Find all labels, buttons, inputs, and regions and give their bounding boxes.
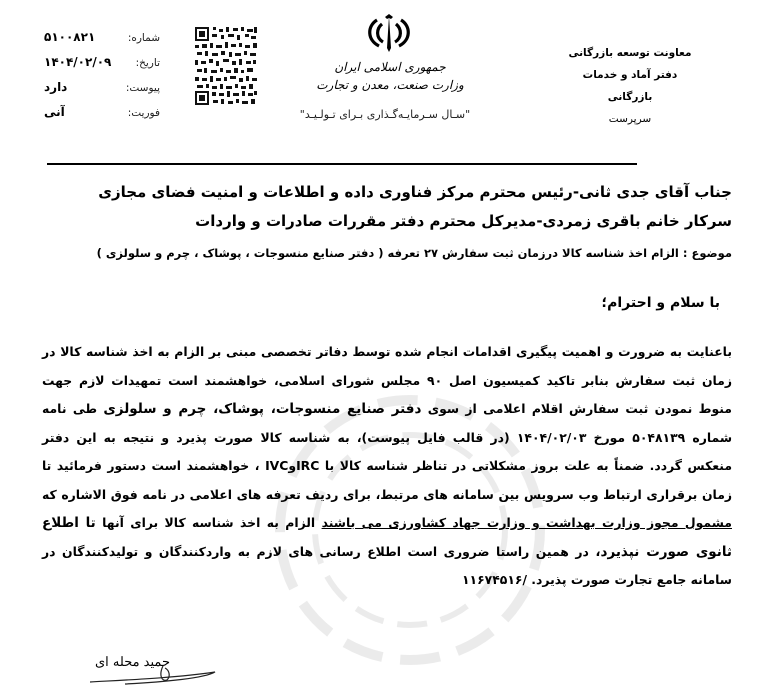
attachment-row	[40, 80, 160, 105]
body-emphasis: تا اطلاع ثانوی صورت نپذیرد،	[42, 515, 732, 560]
sender-deputy: معاونت توسعه بازرگانی	[568, 47, 692, 59]
year-slogan: "سـال سـرمایـه‌گـذاری بـرای تـولـیـد"	[299, 108, 471, 121]
recipients	[32, 178, 732, 236]
header-divider	[47, 163, 637, 165]
sender-block	[560, 42, 700, 130]
letter-date-value: ۱۴۰۴/۰۲/۰۹	[44, 55, 112, 69]
letter-body	[42, 338, 732, 595]
letter-date-label: تاریخ:	[135, 57, 160, 69]
priority-value: آنی	[44, 105, 65, 119]
signature-scribble-icon	[85, 666, 225, 688]
letter-number-row	[40, 30, 160, 55]
priority-label: فوریت:	[127, 107, 160, 119]
body-office-name: دفتر صنایع منسوجات، پوشاک، چرم و سلولزی	[103, 401, 422, 417]
greeting: با سلام و احترام؛	[601, 295, 720, 311]
letter-date-row	[40, 55, 160, 80]
letter-subject: موضوع : الزام اخذ شناسه کالا درزمان ثبت سفارش ۲۷ تعرفه ( دفتر صنایع منسوجات ، پوشاک ، چرم و سلولزی )	[96, 246, 732, 260]
qr-code-icon	[193, 25, 259, 107]
letter-number-label: شماره:	[127, 32, 160, 44]
letter-number-value: ۵۱۰۰۸۲۱	[44, 30, 96, 44]
republic-name: جمهوری اسلامی ایران	[334, 60, 446, 74]
body-underlined-clause: مشمول مجوز وزارت بهداشت و وزارت جهاد کشاورزی می باشند	[321, 515, 732, 530]
body-part-2: طی نامه شماره ۵۰۴۸۱۳۹ مورخ ۱۴۰۴/۰۲/۰۳ (در قالب فایل پیوست)، به شناسه کالا صورت پذیرد و نتیجه به این دفتر منعکس گردد. ضمناً به علت بروز مشکلاتی در تناظر شناسه کالا با IRCوIVC ، خواهشمند است دستور فرمائید تا زمان برقراری ارتباط وب سرویس بین سامانه های مرتبط، برای ردیف تعرفه های اعلامی در نامه فوق الاشاره که	[42, 401, 733, 502]
body-part-1: باعنایت به ضرورت و اهمیت پیگیری اقدامات انجام شده توسط دفاتر تخصصی مبنی بر الزام به اخذ شناسه کالا در زمان ثبت سفارش بنابر تاکید کمیسیون اصل ۹۰ مجلس شورای اسلامی، خواهشمند است تمهیدات لازم جهت منوط نمودن ثبت سفارش اقلام اعلامی از سوی	[42, 344, 732, 416]
sender-title: سرپرست	[608, 113, 652, 125]
body-part-3: الزام به اخذ شناسه کالا برای آنها	[102, 515, 316, 530]
body-part-4: در همین راستا ضروری است اطلاع رسانی های لازم به واردکنندگان و تولیدکنندگان در سامانه جامع تجارت صورت پذیرد. /۱۱۶۷۴۵۱۶	[42, 543, 732, 587]
iran-emblem-icon	[365, 12, 413, 54]
letter-meta	[40, 30, 160, 130]
attachment-value: دارد	[44, 80, 68, 94]
sender-office: دفتر آماد و خدمات بازرگانی	[582, 69, 678, 103]
recipient-1: جناب آقای جدی ثانی-رئیس محترم مرکز فناوری داده و اطلاعات و امنیت فضای مجازی	[98, 183, 732, 201]
attachment-label: پیوست:	[125, 82, 160, 94]
ministry-name: وزارت صنعت، معدن و تجارت	[316, 78, 464, 92]
signatory-name: حمید محله ای	[95, 655, 170, 670]
priority-row	[40, 105, 160, 130]
recipient-2: سرکار خانم باقری زمردی-مدیرکل محترم دفتر مقررات صادرات و واردات	[195, 212, 732, 230]
